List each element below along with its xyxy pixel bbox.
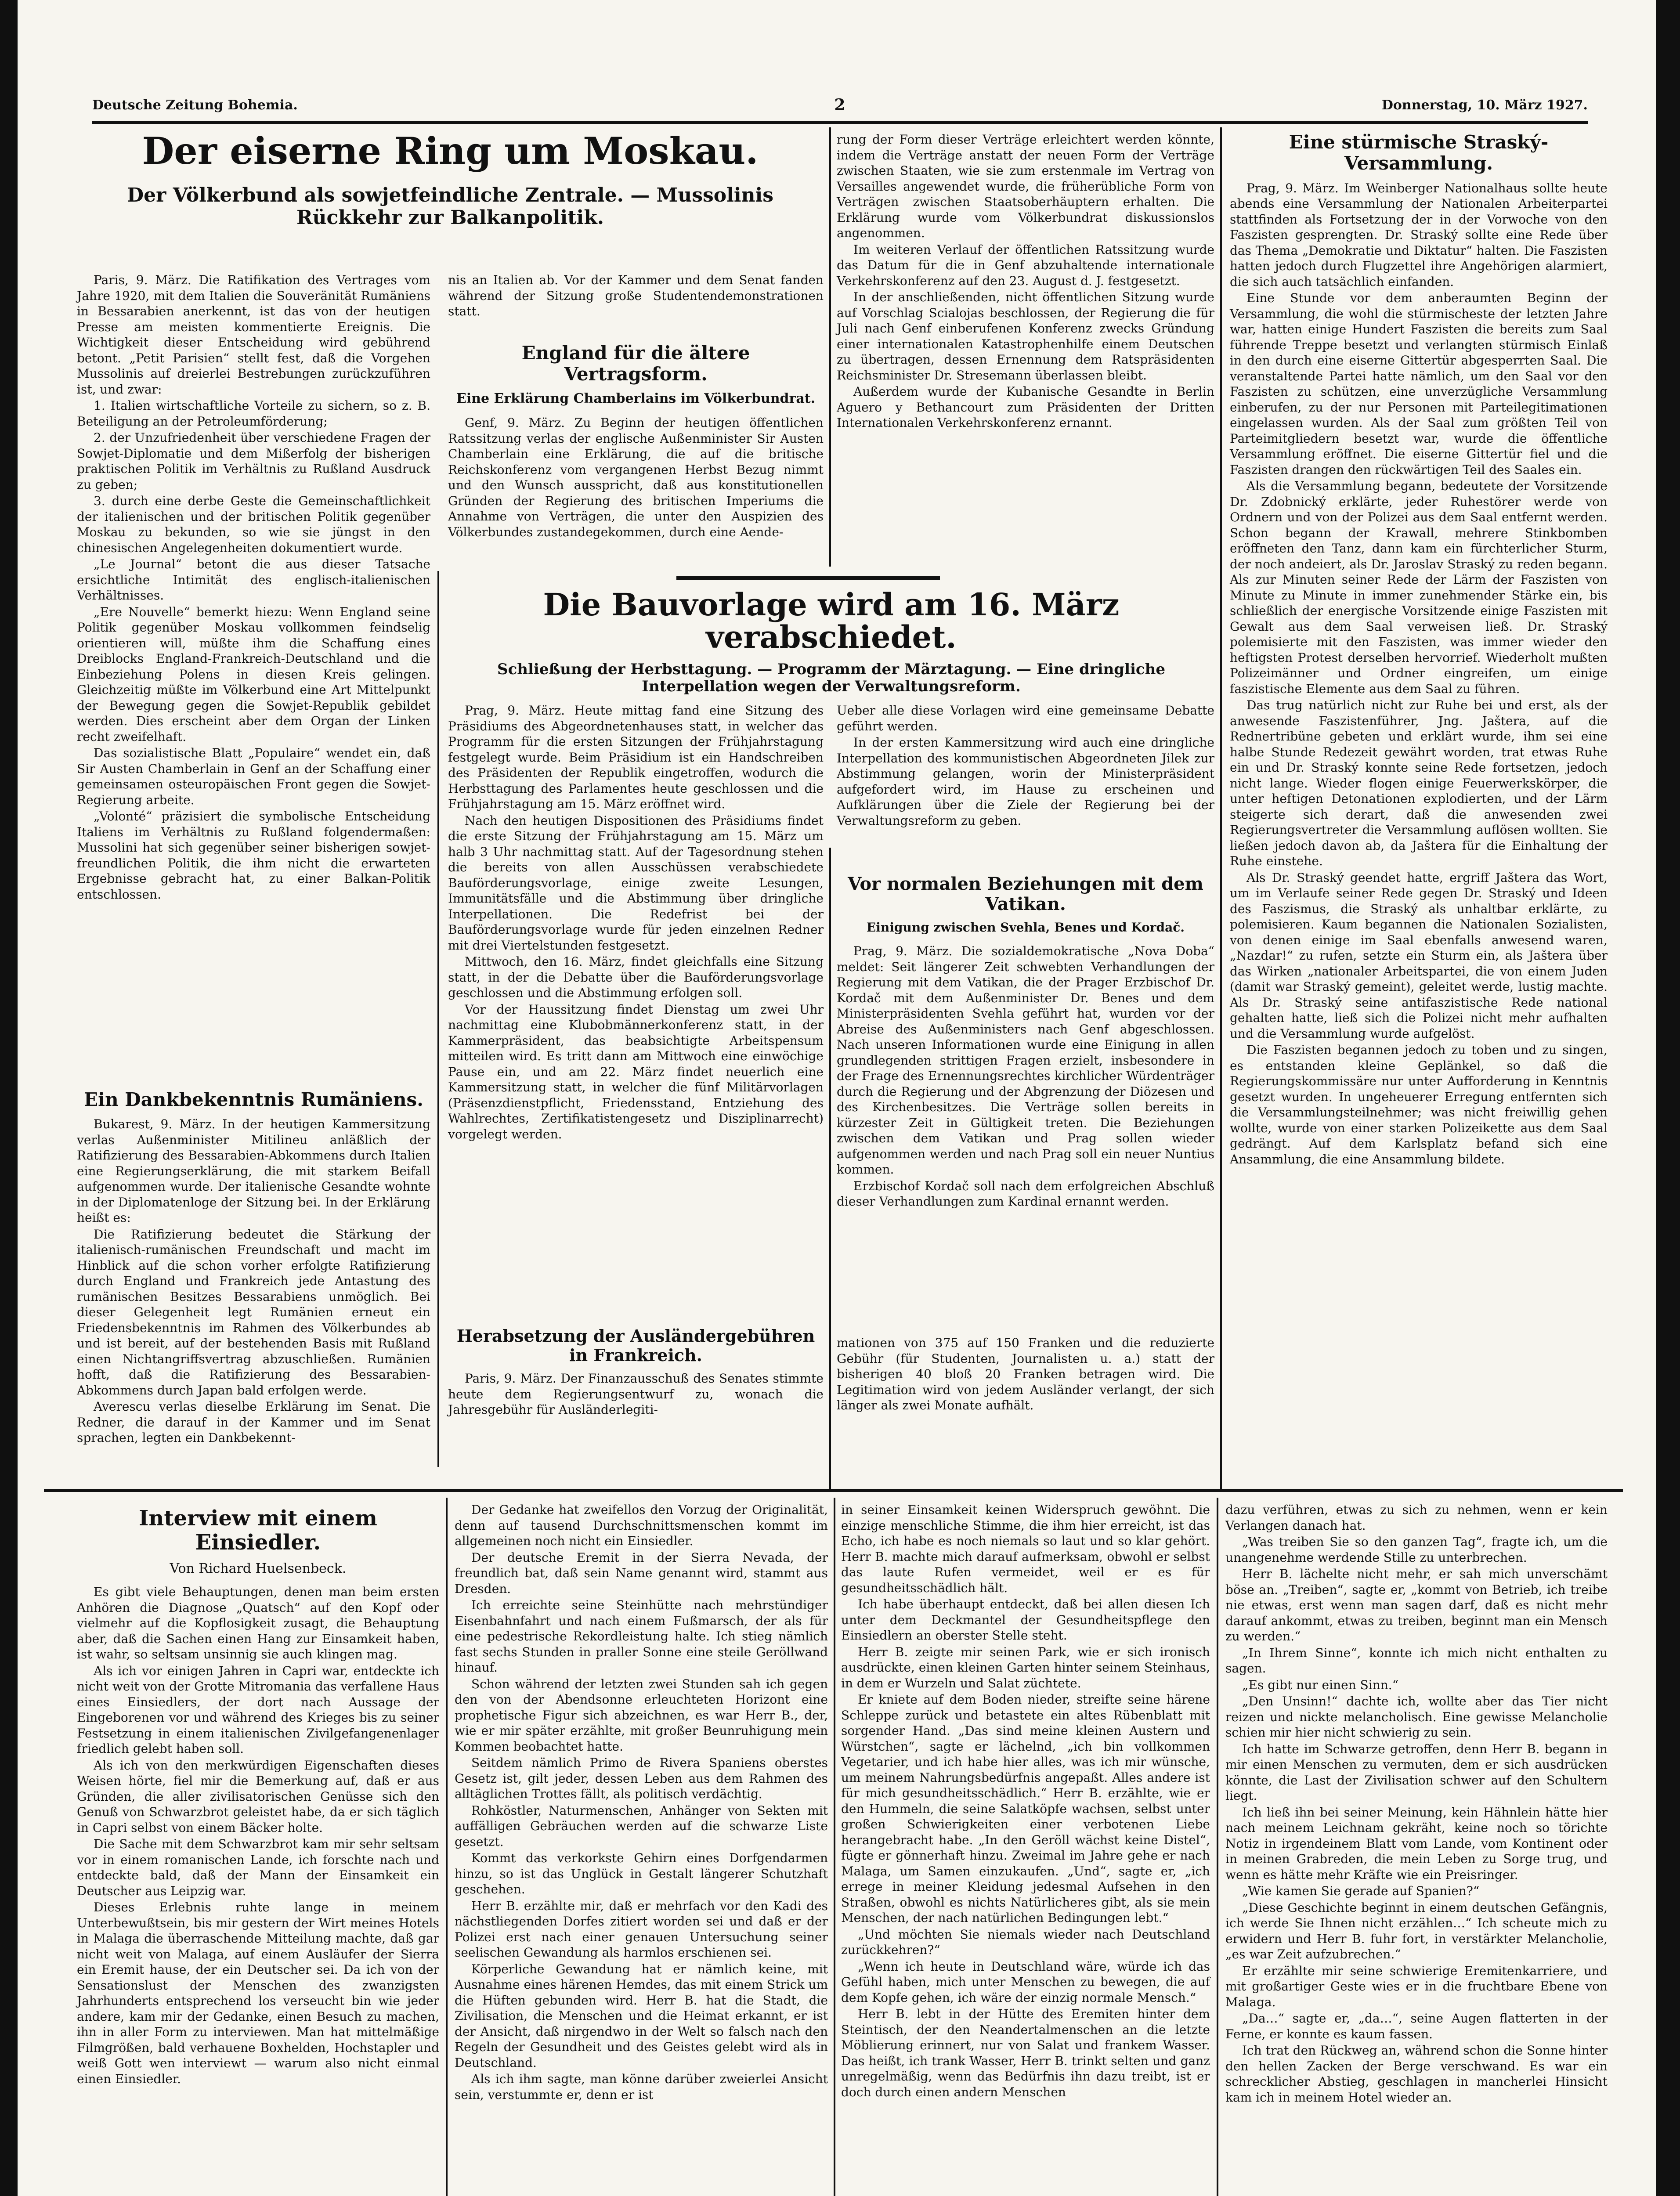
article-text	[448, 1371, 824, 1418]
article-byline: Von Richard Huelsenbeck.	[170, 1561, 347, 1577]
article-ring-body	[77, 272, 430, 1089]
paragraph: Als ich vor einigen Jahren in Capri war, entdeckte ich nicht weit von der Grotte Mitromania das verfallene Haus eines Einsiedlers, der dort nach Aussage der Eingeborenen vor und während des Krieges bis zu seiner Festsetzung in einem italienischen Zivilgefangenenlager friedlich gelebt haben soll.	[77, 1663, 439, 1756]
article-ring-continued	[448, 272, 824, 338]
article-dankbekenntnis	[77, 1089, 430, 1487]
article-text	[837, 943, 1214, 1210]
paragraph: „Es gibt nur einen Sinn.“	[1242, 1677, 1399, 1692]
paragraph: Eine Stunde vor dem anberaumten Beginn der Versammlung, die wohl die stürmischeste der letzten Jahre war, hatten einige Hundert Faszisten die bereits zum Saal führende Treppe besetzt und verlangten stürmisch Einlaß in den durch eine eiserne Gittertür abgesperrten Saal. Die veranstaltende Partei hatte nämlich, um den Saal vor den Faszisten zu schützen, eine unverzügliche Versammlung einberufen, zu der nur Personen mit Parteilegitimationen eingelassen wurden. Als der Saal zum größten Teil von Parteimitgliedern besetzt war, wurde die öffentliche Versammlung eröffnet. Die eiserne Gittertür fiel und die Faszisten drangen den rückwärtigen Teil des Saales ein.	[1230, 291, 1608, 477]
article-headline: Herabsetzung der Ausländergebühren in Frankreich.	[456, 1326, 815, 1365]
paragraph: Kommt das verkorkste Gehirn eines Dorfgendarmen hinzu, so ist das Unglück in Gestalt längerer Schutzhaft geschehen.	[455, 1851, 828, 1896]
paragraph: Er kniete auf dem Boden nieder, streifte seine härene Schleppe zurück und betastete ein altes Rübenblatt mit sorgender Hand. „Das sind meine kleinen Austern und Würstchen“, sagte er lächelnd, „ich bin vollkommen Vegetarier, und ich habe hier alles, was ich mir wünsche, um meinem Nahrungsbedürfnis angepaßt. Alles andere ist für mich gesundheitsschädlich.“ Herr B. erzählte, wie er den Hummeln, die seine Salatköpfe wachsen, selbst unter großen Schwierigkeiten einer verbotenen Liebe herangebracht habe. „In den Geröll wächst keine Distel“, fügte er gönnerhaft hinzu. Zweimal im Jahre gehe er nach Malaga, um Samen einzukaufen. „Und“, sagte er, „ich errege in meiner Kleidung jedesmal Aufsehen in den Straßen, obwohl es nichts Natürlicheres gibt, als sie mein Menschen, der nach natürlichen Bedingungen lebt.“	[841, 1692, 1210, 1925]
paragraph: Als Dr. Straský geendet hatte, ergriff Jaštera das Wort, um im Verlaufe seiner Rede gegen Dr. Straský und Ideen des Faszismus, die Straský als unhaltbar erklärte, zu polemisieren. Kaum begannen die Nationalen Sozialisten, von denen einige im Saal ebenfalls anwesend waren, „Nazdar!“ zu rufen, setzte ein Sturm ein, als Jaštera über das Wirken „nationaler Arbeitspartei, die von einem Juden (damit war Straský gemeint), geleitet werde, lustig machte. Als Dr. Straský seine antifaszistische Rede national gehalten hatte, ließ sich die Polizei nicht mehr aufhalten und die Versammlung wurde aufgelöst.	[1230, 870, 1608, 1041]
scan-border-left	[0, 0, 18, 2196]
article-headline: Eine stürmische Straský-Versammlung.	[1289, 131, 1549, 174]
article-text	[837, 1335, 1214, 1413]
paragraph: Rohköstler, Naturmenschen, Anhänger von Sekten mit auffälligen Gebräuchen werden auf die schwarze Liste gesetzt.	[455, 1803, 828, 1849]
paragraph: Als ich von den merkwürdigen Eigenschaften dieses Weisen hörte, fiel mir die Bemerkung auf, daß er aus Gründen, die aller zivilisatorischen Genüsse sich den Genuß von Schwarzbrot geleistet habe, da er sich täglich in Capri selbst von einem Bäcker holte.	[77, 1758, 439, 1835]
article-headline: Vor normalen Beziehungen mit dem Vatikan.	[848, 874, 1203, 914]
paragraph: Außerdem wurde der Kubanische Gesandte in Berlin Aguero y Bethancourt zum Präsidenten der Dritten Internationalen Verkehrskonferenz ernannt.	[837, 384, 1214, 430]
paragraph: Schon während der letzten zwei Stunden sah ich gegen den von der Abendsonne erleuchteten Horizont eine prophetische Figur sich abzeichnen, es war Herr B., der, wie er mir später erzählte, mit großer Beunruhigung mein Kommen beobachtet hatte.	[455, 1676, 828, 1754]
paragraph: nis an Italien ab. Vor der Kammer und dem Senat fanden während der Sitzung große Studentendemonstrationen statt.	[448, 273, 824, 318]
paragraph: „Den Unsinn!“ dachte ich, wollte aber das Tier nicht reizen und nickte melancholisch. Eine gewisse Melancholie schien mir hier nicht schwierig zu sein.	[1225, 1694, 1608, 1740]
article-text	[837, 703, 1214, 828]
article-text	[1225, 1502, 1608, 2105]
paragraph: Im weiteren Verlauf der öffentlichen Ratssitzung wurde das Datum für die in Genf abzuhaltende internationale Verkehrskonferenz auf den 23. August d. J. festgesetzt.	[837, 242, 1214, 288]
paragraph: Bukarest, 9. März. In der heutigen Kammersitzung verlas Außenminister Mitilineu anläßlich der Ratifizierung des Bessarabien-Abkommens durch Italien eine Regierungserklärung, die mit starkem Beifall aufgenommen wurde. Der italienische Gesandte wohnte in der Diplomatenloge der Sitzung bei. In der Erklärung heißt es:	[77, 1117, 430, 1225]
paragraph: „Was treiben Sie so den ganzen Tag“, fragte ich, um die unangenehme werdende Stille zu unterbrechen.	[1225, 1535, 1608, 1565]
paragraph: In der anschließenden, nicht öffentlichen Sitzung wurde auf Vorschlag Scialojas beschlossen, der Regierung die für Juli nach Genf einberufenen Konferenz zwecks Gründung einer internationalen Katastrophenhilfe einem Deutschen zu übertragen, dessen Ernennung dem Ratspräsidenten Reichsminister Dr. Stresemann überlassen bleibt.	[837, 290, 1214, 383]
article-text	[841, 1502, 1210, 2100]
article-subheadline: Der Völkerbund als sowjetfeindliche Zentrale. — Mussolinis Rückkehr zur Balkanpolitik.	[126, 184, 774, 229]
article-text	[448, 703, 824, 1142]
section-rule	[44, 1489, 1623, 1492]
paragraph: Die Ratifizierung bedeutet die Stärkung der italienisch-rumänischen Freundschaft und macht im Hinblick auf die schon vorher erfolgte Ratifizierung durch England und Frankreich jede Antastung des rumänischen Besitzes Bessarabiens unmöglich. Bei dieser Gelegenheit legt Rumänien erneut ein Friedensbekenntnis im Rahmen des Völkerbundes ab und ist bereit, auf der bestehenden Basis mit Rußland einen Nichtangriffsvertrag abzuschließen. Rumänien hofft, daß die Ratifizierung des Bessarabien-Abkommens durch Japan bald erfolgen werde.	[77, 1227, 430, 1398]
article-text	[448, 415, 824, 540]
article-subheadline: Einigung zwischen Svehla, Benes und Kordač.	[866, 920, 1185, 935]
article-strasky	[1230, 132, 1608, 1484]
paragraph: Prag, 9. März. Heute mittag fand eine Sitzung des Präsidiums des Abgeordnetenhauses statt, in welcher das Programm für die ersten Sitzungen der Frühjahrstagung festgelegt wurde. Beim Präsidium ist ein Handschreiben des Präsidenten der Republik eingetroffen, wodurch die Herbsttagung des Parlamentes heute geschlossen und die Frühjahrstagung am 15. März eröffnet wird.	[448, 703, 824, 811]
article-england	[448, 343, 824, 589]
article-rule	[676, 576, 940, 580]
paragraph: Genf, 9. März. Zu Beginn der heutigen öffentlichen Ratssitzung verlas der englische Außenminister Sir Austen Chamberlain eine Erklärung, die auf die britische Reichskonferenz vom vergangenen Herbst Bezug nimmt und den Wunsch ausspricht, daß aus konstitutionellen Gründen der Regierung des britischen Imperiums die Annahme von Verträgen, die unter den Auspizien des Völkerbundes zustandegekommen, durch eine Aende-	[448, 415, 824, 539]
article-auslaender	[448, 1326, 824, 1484]
paragraph: mationen von 375 auf 150 Franken und die reduzierte Gebühr (für Studenten, Journalisten u. a.) statt der bisherigen 40 bloß 20 Franken betragen wird. Die Legitimation wird von jedem Ausländer verlangt, der sich länger als zwei Monate aufhält.	[837, 1336, 1214, 1412]
paragraph: Körperliche Gewandung hat er nämlich keine, mit Ausnahme eines härenen Hemdes, das mit einem Strick um die Hüften gebunden wird. Herr B. hat die Stadt, die Zivilisation, die Menschen und die Heimat erkannt, er ist der Ansicht, daß nirgendwo in der Welt so falsch nach den Regeln der Gesundheit und des Geistes gelebt wird als in Deutschland.	[455, 1961, 828, 2070]
paragraph: Als die Versammlung begann, bedeutete der Vorsitzende Dr. Zdobnický erklärte, jeder Ruhestörer werde von Ordnern und von der Polizei aus dem Saal entfernt werden. Schon begann der Krawall, mehrere Stinkbomben eröffneten den Tanz, dann kam ein fürchterlicher Sturm, der noch andeiert, als Dr. Jaroslav Straský zu reden begann. Als zur Minuten seiner Rede der Lärm der Faszisten von Minute zu Minute in immer zunehmender Stärke ein, bis schließlich der energische Vorsitzende einige Faszisten mit Gewalt aus dem Saal verweisen ließ. Dr. Straský polemisierte mit den Faszisten, was immer wieder den heftigsten Protest derselben hervorrief. Wiederholt mußten Polizeimänner und Ordner eingreifen, um einige faszistische Elemente aus dem Saal zu führen.	[1230, 479, 1608, 696]
column-rule	[829, 127, 831, 567]
paragraph: dazu verführen, etwas zu sich zu nehmen, wenn er kein Verlangen danach hat.	[1225, 1503, 1608, 1533]
column-rule	[1217, 1498, 1218, 2196]
paragraph: Der Gedanke hat zweifellos den Vorzug der Originalität, denn auf tausend Durchschnittsmenschen kommt im allgemeinen noch nicht ein Einsiedler.	[455, 1503, 828, 1548]
article-einsiedler-col2	[455, 1502, 828, 2196]
paragraph: Seitdem nämlich Primo de Rivera Spaniens oberstes Gesetz ist, gilt jeder, dessen Leben aus dem Rahmen des alltäglichen Trottes fällt, als politisch verdächtig.	[455, 1755, 828, 1801]
paragraph: 3. durch eine derbe Geste die Gemeinschaftlichkeit der italienischen und der britischen Politik gegenüber Moskau zu bekunden, so wie sie jüngst in den chinesischen Angelegenheiten dokumentiert wurde.	[77, 494, 430, 555]
paragraph: Das sozialistische Blatt „Populaire“ wendet ein, daß Sir Austen Chamberlain in Genf an der Schaffung einer gemeinsamen osteuropäischen Front gegen die Sowjet-Regierung arbeite.	[77, 746, 430, 807]
paragraph: Vor der Haussitzung findet Dienstag um zwei Uhr nachmittag eine Klubobmännerkonferenz statt, in der Kammerpräsident, das beabsichtigte Arbeitspensum mitteilen wird. Es tritt dann am Mittwoch eine einwöchige Pause ein, und am 22. März findet neuerlich eine Kammersitzung statt, in welcher die fünf Militärvorlagen (Präsenzdienstpflicht, Friedensstand, Entziehung des Wahlrechtes, Zertifikatistengesetz und Disziplinarrecht) vorgelegt werden.	[448, 1002, 824, 1141]
article-headline: Interview mit einem Einsiedler.	[139, 1506, 377, 1555]
paragraph: Herr B. lächelte nicht mehr, er sah mich unverschämt böse an. „Treiben“, sagte er, „kommt von Betrieb, ich treibe nie etwas, erst wenn man sagen darf, daß es nicht mehr darauf ankommt, etwas zu treiben, beginnt man ein Mensch zu werden.“	[1225, 1567, 1608, 1643]
paragraph: Erzbischof Kordač soll nach dem erfolgreichen Abschluß dieser Verhandlungen zum Kardinal ernannt werden.	[837, 1178, 1214, 1209]
paragraph: 2. der Unzufriedenheit über verschiedene Fragen der Sowjet-Diplomatie und dem Mißerfolg der bisherigen praktischen Politik im Verhältnis zu Rußland Ausdruck zu geben;	[77, 430, 430, 492]
paragraph: „Ere Nouvelle“ bemerkt hiezu: Wenn England seine Politik gegenüber Moskau vollkommen feindselig orientieren will, müßte ihm die Schaffung eines Dreiblocks England-Frankreich-Deutschland und die Einbeziehung Polens in diesen Kreis gelingen. Gleichzeitig müßte im Völkerbund eine Art Mittelpunkt der Bewegung gegen die Sowjet-Republik gebildet werden. Dies erscheint aber dem Organ der Linken recht zweifelhaft.	[77, 604, 430, 744]
article-vatikan	[837, 874, 1214, 1322]
article-text	[77, 1116, 430, 1446]
article-text	[1230, 181, 1608, 1167]
paragraph: Averescu verlas dieselbe Erklärung im Senat. Die Redner, die darauf in der Kammer und im Senat sprachen, legten ein Dankbekennt-	[77, 1399, 430, 1445]
paragraph: Die Sache mit dem Schwarzbrot kam mir sehr seltsam vor in einem romanischen Lande, ich forschte nach und entdeckte bald, daß der Mann der Einsamkeit ein Deutscher aus Leipzig war.	[77, 1837, 439, 1898]
paragraph: In der ersten Kammersitzung wird auch eine dringliche Interpellation des kommunistischen Abgeordneten Jilek zur Abstimmung gelangen, worin der Ministerpräsident aufgefordert wird, im Hause zu erscheinen und Aufklärungen über die Ziele der Regierung bei der Verwaltungsreform zu geben.	[837, 735, 1214, 828]
page-number: 2	[834, 96, 845, 114]
newspaper-name: Deutsche Zeitung Bohemia.	[92, 97, 298, 113]
paragraph: Nach den heutigen Dispositionen des Präsidiums findet die erste Sitzung der Frühjahrstagung am 15. März um halb 3 Uhr nachmittag statt. Auf der Tagesordnung stehen die bereits von allen Ausschüssen verabschiedete Bauförderungsvorlage, einige zweite Lesungen, Immunitätsfälle und die Abstimmung über dringliche Interpellationen. Die Redefrist bei der Bauförderungsvorlage wurde für jeden einzelnen Redner mit drei Viertelstunden festgesetzt.	[448, 813, 824, 953]
paragraph: Ich trat den Rückweg an, während schon die Sonne hinter den hellen Zacken der Berge verschwand. Es war ein schrecklicher Abstieg, geschlagen in mancherlei Hinsicht kam ich in meinem Hotel wieder an.	[1225, 2043, 1608, 2105]
article-text	[448, 272, 824, 319]
article-auslaender-continued	[837, 1335, 1214, 1467]
article-headline: Die Bauvorlage wird am 16. März verabschiedet.	[543, 586, 1120, 655]
article-headline: England für die ältere Vertragsform.	[521, 342, 750, 385]
paragraph: Ich habe überhaupt entdeckt, daß bei allen diesen Ich unter dem Deckmantel der Gesundheitspflege den Einsiedlern an oberster Stelle steht.	[841, 1597, 1210, 1643]
paragraph: Dieses Erlebnis ruhte lange in meinem Unterbewußtsein, bis mir gestern der Wirt meines Hotels in Malaga die überraschende Mitteilung machte, daß gar nicht weit von Malaga, auf einem Ausläufer der Sierra ein Eremit hause, der ein Deutscher sei. Da ich von der Sensationslust der Menschen des zwanzigsten Jahrhunderts entsprechend los verseucht bin wie jeder andere, kam mir der Gedanke, einen Besuch zu machen, ihn in aller Form zu interviewen. Man hat mittelmäßige Filmgrößen, bald verhauene Boxhelden, Hochstapler und weiß Gott wen interviewt — warum also nicht einmal einen Einsiedler.	[77, 1900, 439, 2086]
paragraph: Ich hatte im Schwarze getroffen, denn Herr B. begann in mir einen Menschen zu vermuten, dem er sich ausdrücken könnte, die Last der Zivilisation schwer auf den Schultern liegt.	[1225, 1741, 1608, 1803]
paragraph: Das trug natürlich nicht zur Ruhe bei und erst, als der anwesende Faszistenführer, Jng. Jaštera, auf die Rednertribüne gebeten und erklärt wurde, ihm sei eine halbe Stunde Redezeit gewährt worden, trat etwas Ruhe ein und Dr. Straský konnte seine Rede fortsetzen, jedoch nicht lange. Wieder flogen einige Feuerwerkskörper, die unter heftigen Detonationen explodierten, und der Lärm steigerte sich derart, daß die anwesenden zwei Regierungsvertreter die Versammlung auflösen wollten. Sie ließen jedoch davon ab, da Jaštera für die Einhaltung der Ruhe einstehe.	[1230, 698, 1608, 869]
paragraph: „Diese Geschichte beginnt in einem deutschen Gefängnis, ich werde Sie Ihnen nicht erzählen…“ Ich scheute mich zu erwidern und Herr B. fuhr fort, in verstärkter Melancholie, „es war Zeit aufzubrechen.“	[1225, 1900, 1608, 1961]
paragraph: „Le Journal“ betont die aus dieser Tatsache ersichtliche Intimität des englisch-italienischen Verhältnisses.	[77, 557, 430, 603]
header-rule	[92, 121, 1588, 124]
running-header	[92, 98, 1588, 112]
column-rule	[829, 848, 831, 1489]
paragraph: Ich ließ ihn bei seiner Meinung, kein Hähnlein hätte hier nach meinem Leichnam gekräht, keine noch so törichte Notiz in irgendeinem Blatt vom Lande, vom Kontinent oder in meinen Grabreden, die mein Leben zu Sorge trug, und wenn es hätte mehr Kräfte wie ein Preisringer.	[1225, 1805, 1608, 1882]
paragraph: Als ich ihm sagte, man könne darüber zweierlei Ansicht sein, verstummte er, denn er ist	[455, 2072, 828, 2102]
article-text	[837, 132, 1214, 431]
paragraph: Es gibt viele Behauptungen, denen man beim ersten Anhören die Diagnose „Quatsch“ auf den Kopf oder vielmehr auf die Kopflosigkeit zusagt, die Behauptung aber, daß die Sachen einen Hang zur Einsamkeit haben, ist wahr, so seltsam unsinnig sie auch klingen mag.	[77, 1585, 439, 1662]
paragraph: Mittwoch, den 16. März, findet gleichfalls eine Sitzung statt, in der die Debatte über die Bauförderungsvorlage geschlossen und die Abstimmung erfolgen soll.	[448, 954, 824, 1000]
article-einsiedler	[77, 1502, 439, 2196]
article-england-continued	[837, 132, 1214, 567]
column-rule	[437, 571, 439, 1467]
paragraph: Die Faszisten begannen jedoch zu toben und zu singen, es entstanden kleine Geplänkel, so daß die Regierungskommissäre nur unter Aufforderung in Kenntnis gesetzt wurden. In ungeheuerer Erregung entfernten sich die Versammlungsteilnehmer; was nicht freiwillig gehen wollte, wurde von einer starken Polizeikette aus dem Saal gedrängt. Auf dem Karlsplatz befand sich eine Ansammlung, die eine Ansammlung bildete.	[1230, 1043, 1608, 1167]
column-rule	[446, 1498, 448, 2196]
article-text	[455, 1502, 828, 2102]
paragraph: „Volonté“ präzisiert die symbolische Entscheidung Italiens im Verhältnis zu Rußland folgendermaßen: Mussolini hat sich gegenüber seiner bisherigen sowjet-freundlichen Politik, die ihm nicht die erwarteten Ergebnisse gebracht hat, zu einer Balkan-Politik entschlossen.	[77, 809, 430, 902]
paragraph: Der deutsche Eremit in der Sierra Nevada, der freundlich bat, daß sein Name genannt wird, stammt aus Dresden.	[455, 1550, 828, 1596]
paragraph: „Wenn ich heute in Deutschland wäre, würde ich das Gefühl haben, mich unter Menschen zu bewegen, die auf dem Kopfe gehen, ich wäre der einzig normale Mensch.“	[841, 1959, 1210, 2005]
article-einsiedler-col4	[1225, 1502, 1608, 2196]
paragraph: in seiner Einsamkeit keinen Widerspruch gewöhnt. Die einzige menschliche Stimme, die ihm hier erreicht, ist das Echo, ich habe es noch niemals so laut und so klar gehört. Herr B. machte mich darauf aufmerksam, obwohl er selbst das laute Rufen vermeidet, weil er es für gesundheitsschädlich hält.	[841, 1503, 1210, 1595]
issue-date: Donnerstag, 10. März 1927.	[1381, 97, 1588, 113]
article-subheadline: Schließung der Herbsttagung. — Programm der Märztagung. — Eine dringliche Interpellation wegen der Verwaltungsreform.	[497, 661, 1165, 696]
paragraph: Er erzählte mir seine schwierige Eremitenkarriere, und mit großartiger Geste wies er in die fruchtbare Ebene von Malaga.	[1225, 1963, 1608, 2009]
paragraph: Herr B. lebt in der Hütte des Eremiten hinter dem Steintisch, der den Neandertalmenschen an die letzte Möblierung erinnert, nur von Salat und frankem Wasser. Das heißt, ich trank Wasser, Herr B. trinkt selten und ganz unregelmäßig, wenn das Bedürfnis ihn dazu treibt, ist er doch durch einen andern Menschen	[841, 2007, 1210, 2099]
article-headline: Der eiserne Ring um Moskau.	[142, 129, 759, 173]
article-einsiedler-col3	[841, 1502, 1210, 2196]
scan-border-right	[1656, 0, 1680, 2196]
column-rule	[834, 1498, 835, 2196]
paragraph: „Und möchten Sie niemals wieder nach Deutschland zurückkehren?“	[841, 1927, 1210, 1957]
paragraph: Prag, 9. März. Im Weinberger Nationalhaus sollte heute abends eine Versammlung der Nationalen Arbeiterpartei stattfinden als Fortsetzung der in der Vorwoche von den Faszisten gesprengten. Dr. Straský sollte eine Rede über das Thema „Demokratie und Diktatur“ halten. Die Faszisten hatten jedoch durch Flugzettel ihre Angehörigen alarmiert, die sich auch tatsächlich einfanden.	[1230, 181, 1608, 289]
paragraph: Herr B. erzählte mir, daß er mehrfach vor den Kadi des nächstliegenden Dorfes zitiert worden sei und daß er der Polizei erst nach einer genauen Untersuchung seiner seelischen Gewandung als harmlos erschienen sei.	[455, 1898, 828, 1960]
paragraph: Paris, 9. März. Der Finanzausschuß des Senates stimmte heute dem Regierungsentwurf zu, wonach die Jahresgebühr für Ausländerlegiti-	[448, 1371, 824, 1417]
paragraph: rung der Form dieser Verträge erleichtert werden könnte, indem die Verträge anstatt der neuen Form der Verträge zwischen Staaten, wie sie zum erstenmale im Vertrag von Versailles angewendet wurde, die früherübliche Form von Verträgen zwischen Staatsoberhäuptern erhalten. Die Erklärung wurde vom Völkerbundrat diskussionslos angenommen.	[837, 132, 1214, 240]
paragraph: Ich erreichte seine Steinhütte nach mehrstündiger Eisenbahnfahrt und nach einem Fußmarsch, der als für eine pedestrische Rekordleistung halte. Ich stieg nämlich fast sechs Stunden in praller Sonne eine steile Geröllwand hinauf.	[455, 1598, 828, 1675]
paragraph: „In Ihrem Sinne“, konnte ich mich nicht enthalten zu sagen.	[1225, 1645, 1608, 1676]
article-text	[77, 272, 430, 902]
paragraph: Paris, 9. März. Die Ratifikation des Vertrages vom Jahre 1920, mit dem Italien die Souveränität Rumäniens in Bessarabien anerkennt, ist das von der heutigen Presse am meisten kommentierte Ereignis. Die Wichtigkeit dieser Entscheidung wird gebührend betont. „Petit Parisien“ stellt fest, daß die Vorgehen Mussolinis auf dreierlei Bestrebungen zurückzuführen ist, und zwar:	[77, 273, 430, 397]
article-bauvorlage-head	[448, 586, 1214, 696]
column-rule	[1220, 127, 1222, 1489]
article-headline: Ein Dankbekenntnis Rumäniens.	[84, 1089, 423, 1110]
paragraph: 1. Italien wirtschaftliche Vorteile zu sichern, so z. B. Beteiligung an der Petroleumförderung;	[77, 398, 430, 429]
article-text	[77, 1584, 439, 2087]
article-ring-subhead	[77, 184, 824, 272]
article-subheadline: Eine Erklärung Chamberlains im Völkerbundrat.	[456, 390, 816, 406]
paragraph: Herr B. zeigte mir seinen Park, wie er sich ironisch ausdrückte, einen kleinen Garten hinter seinem Steinhaus, in dem er Wurzeln und Salat züchtete.	[841, 1644, 1210, 1690]
paragraph: Ueber alle diese Vorlagen wird eine gemeinsame Debatte geführt werden.	[837, 703, 1214, 733]
paragraph: „Da…“ sagte er, „da…“, seine Augen flatterten in der Ferne, er konnte es kaum fassen.	[1225, 2011, 1608, 2041]
paragraph: Prag, 9. März. Die sozialdemokratische „Nova Doba“ meldet: Seit längerer Zeit schwebten Verhandlungen der Regierung mit dem Vatikan, die der Prager Erzbischof Dr. Kordač mit dem Außenminister Dr. Benes und dem Ministerpräsidenten Svehla geführt hat, wurden vor der Abreise des Außenministers nach Genf abgeschlossen. Nach unseren Informationen wurde eine Einigung in allen grundlegenden strittigen Fragen erzielt, insbesondere in der Frage des Ernennungsrechtes kirchlicher Würdenträger durch die Regierung und der Abgrenzung der Diözesen und des Kirchenbesitzes. Die Verträge sollen bereits in kürzester Zeit in Gültigkeit treten. Die Beziehungen zwischen dem Vatikan und Prag sollen wieder aufgenommen werden und nach Prag soll ein neuer Nuntius kommen.	[837, 944, 1214, 1177]
paragraph: „Wie kamen Sie gerade auf Spanien?“	[1242, 1884, 1480, 1898]
article-bauvorlage-continued	[837, 703, 1214, 870]
